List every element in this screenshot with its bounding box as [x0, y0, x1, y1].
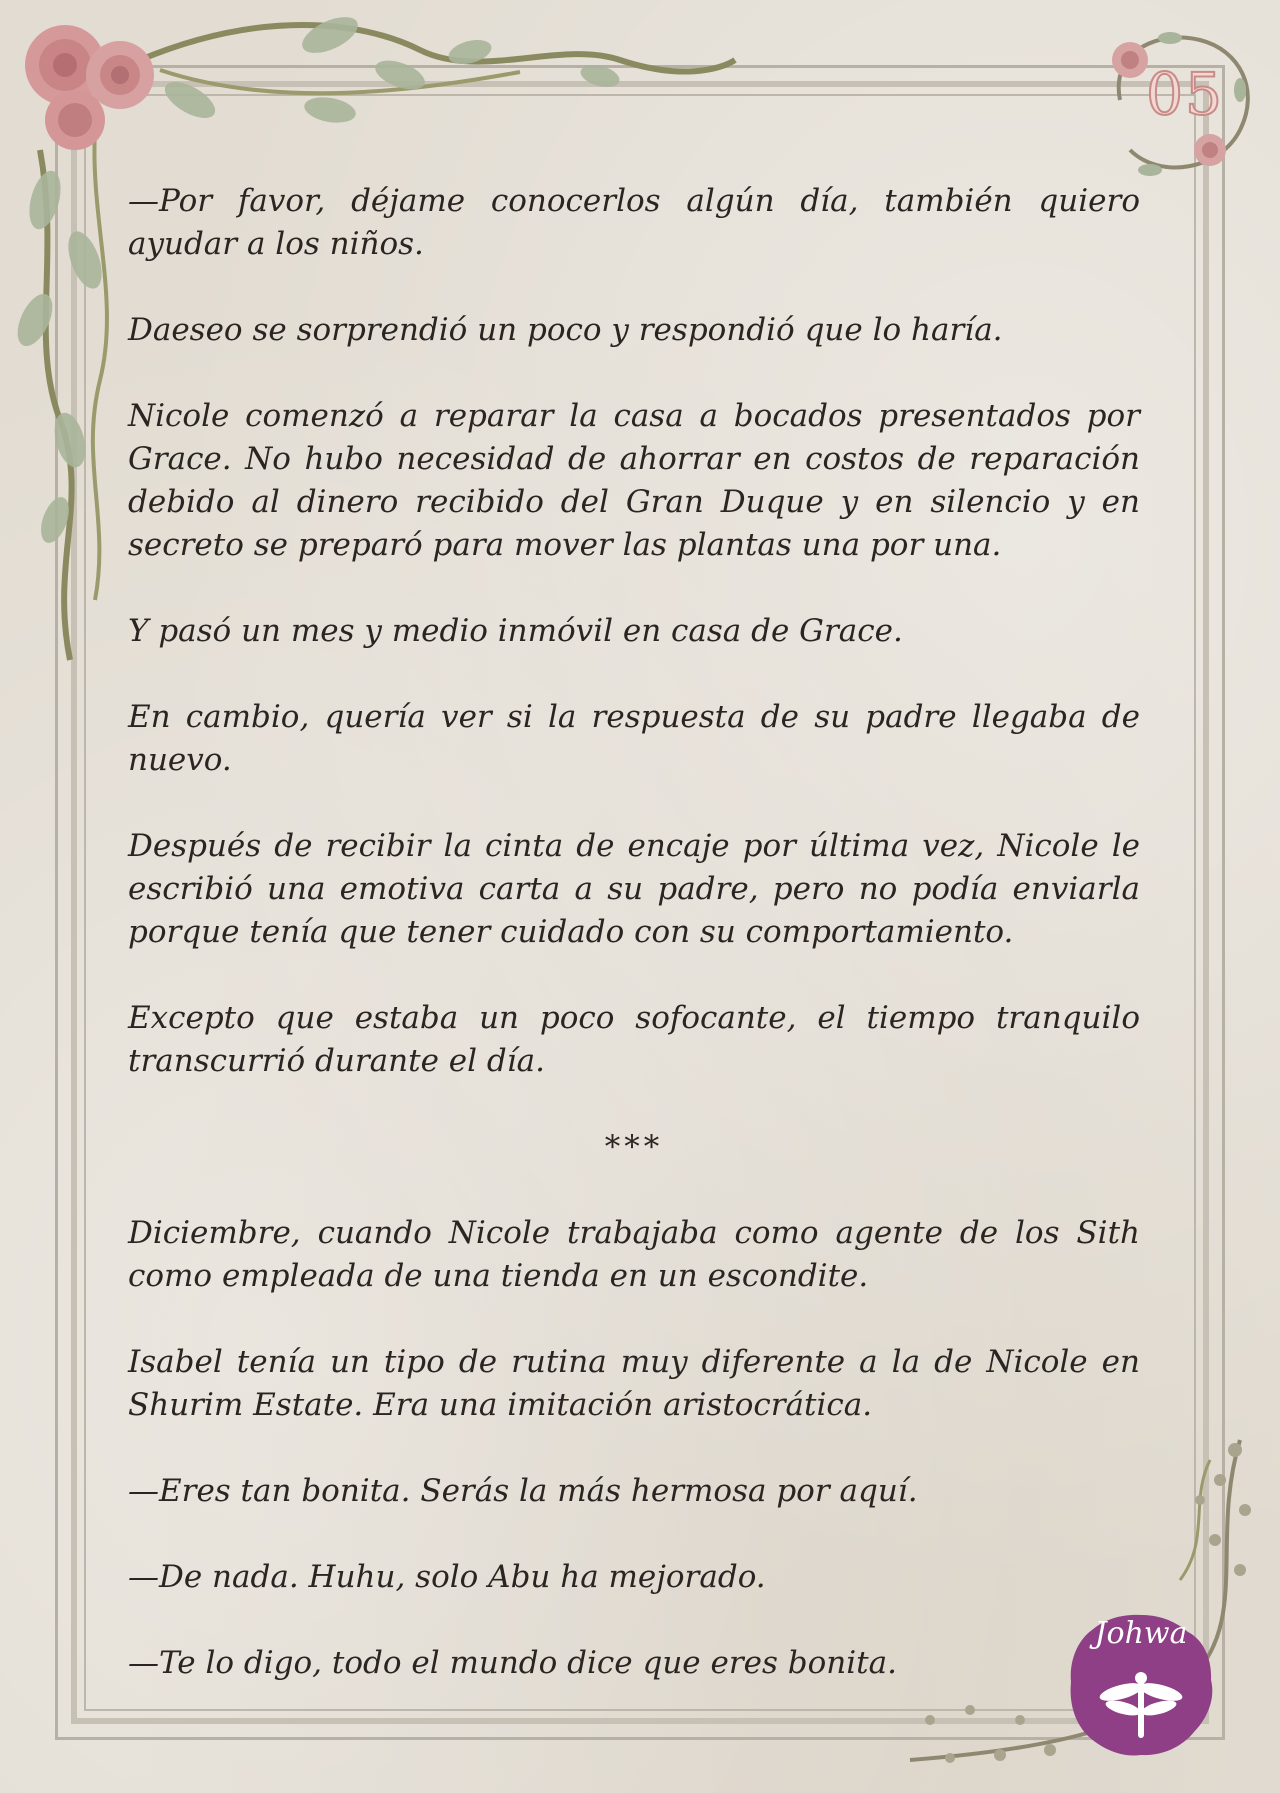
- paragraph: En cambio, quería ver si la respuesta de su padre llegaba de nuevo.: [128, 699, 1140, 778]
- paragraph: —Te lo digo, todo el mundo dice que eres bonita.: [128, 1645, 897, 1681]
- paragraph: Daeseo se sorprendió un poco y respondió que lo haría.: [128, 312, 1003, 348]
- story-text: [128, 180, 1140, 1728]
- paragraph: Después de recibir la cinta de encaje por última vez, Nicole le escribió una emotiva carta a su padre, pero no podía enviarla porque tenía que tener cuidado con su comportamiento.: [128, 828, 1140, 950]
- paragraph: Diciembre, cuando Nicole trabajaba como agente de los Sith como empleada de una tienda en un escondite.: [128, 1215, 1140, 1294]
- paragraph: Nicole comenzó a reparar la casa a bocados presentados por Grace. No hubo necesidad de ahorrar en costos de reparación debido al dinero recibido del Gran Duque y en silencio y en secreto se preparó para mover las plantas una por una.: [128, 398, 1140, 563]
- paragraph: —De nada. Huhu, solo Abu ha mejorado.: [128, 1559, 766, 1595]
- paragraph: Y pasó un mes y medio inmóvil en casa de Grace.: [128, 613, 903, 649]
- paragraph: Excepto que estaba un poco sofocante, el tiempo tranquilo transcurrió durante el día.: [128, 1000, 1140, 1079]
- badge-label: Johwa: [1094, 1616, 1188, 1651]
- paragraph: —Eres tan bonita. Serás la más hermosa por aquí.: [128, 1473, 918, 1509]
- scene-separator: ***: [604, 1129, 664, 1165]
- paragraph: —Por favor, déjame conocerlos algún día, también quiero ayudar a los niños.: [128, 183, 1140, 262]
- page-number: 05: [1146, 60, 1224, 128]
- paragraph: Isabel tenía un tipo de rutina muy diferente a la de Nicole en Shurim Estate. Era una imitación aristocrática.: [128, 1344, 1140, 1423]
